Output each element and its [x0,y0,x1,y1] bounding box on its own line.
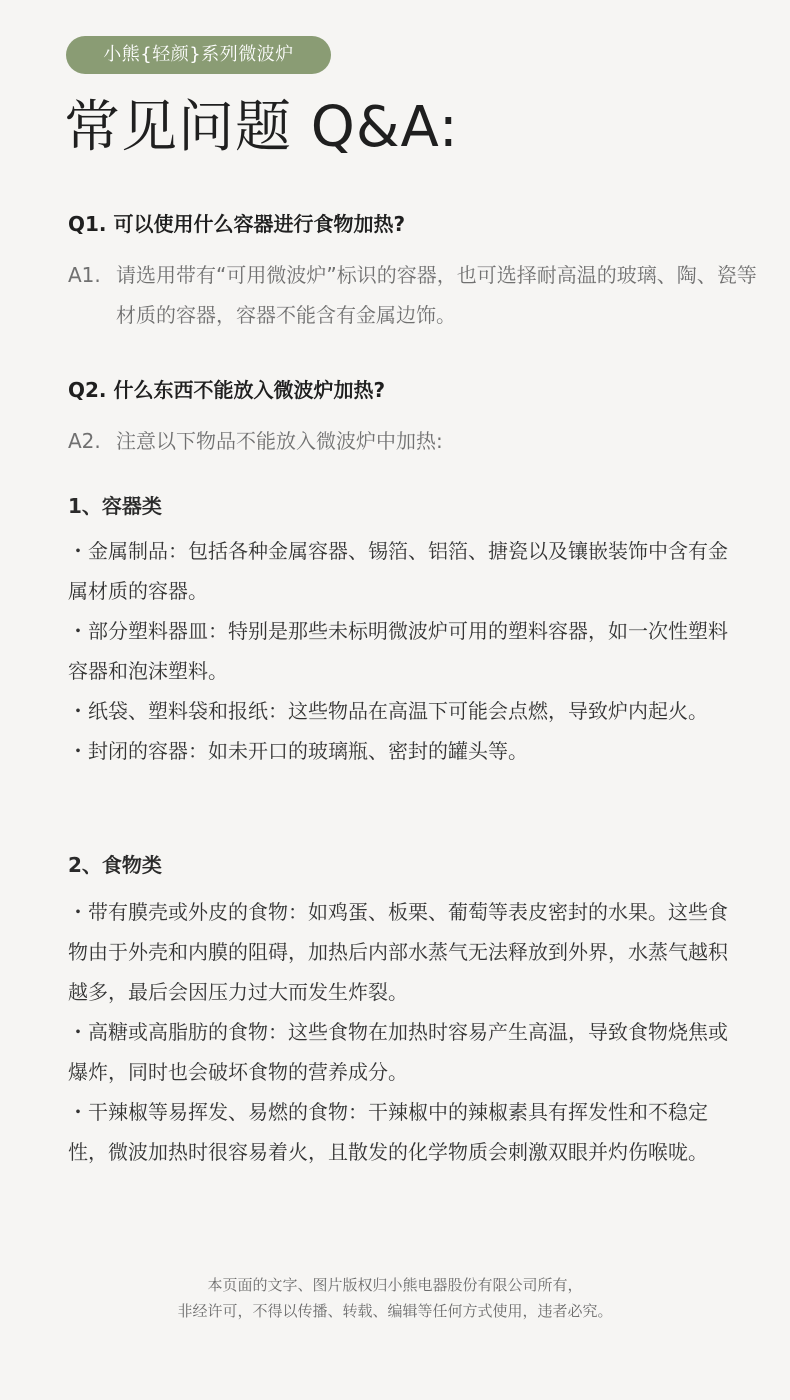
list-item: ・纸袋、塑料袋和报纸：这些物品在高温下可能会点燃，导致炉内起火。 [68,699,708,723]
category-1-heading: 1、容器类 [68,494,162,518]
answer-2-text: 注意以下物品不能放入微波炉中加热: [116,429,443,453]
category-2-list [68,892,728,1172]
list-item: ・封闭的容器：如未开口的玻璃瓶、密封的罐头等。 [68,739,528,763]
category-1-list [68,531,728,771]
answer-1 [68,255,758,335]
list-item: ・带有膜壳或外皮的食物：如鸡蛋、板栗、葡萄等表皮密封的水果。这些食物由于外壳和内膜的阻碍，加热后内部水蒸气无法释放到外界，水蒸气越积越多，最后会因压力过大而发生炸裂。 [68,900,728,1004]
list-item: ・部分塑料器皿：特别是那些未标明微波炉可用的塑料容器，如一次性塑料容器和泡沫塑料。 [68,619,728,683]
series-badge: 小熊{轻颜}系列微波炉 [66,36,331,74]
list-item: ・金属制品：包括各种金属容器、锡箔、铝箔、搪瓷以及镶嵌装饰中含有金属材质的容器。 [68,539,728,603]
answer-1-label: A1. [68,263,101,287]
answer-2 [68,421,758,461]
question-2: Q2. 什么东西不能放入微波炉加热? [68,378,386,402]
list-item: ・干辣椒等易挥发、易燃的食物：干辣椒中的辣椒素具有挥发性和不稳定性，微波加热时很容易着火，且散发的化学物质会刺激双眼并灼伤喉咙。 [68,1100,708,1164]
page-title: 常见问题 Q&A: [64,95,459,160]
list-item: ・高糖或高脂肪的食物：这些食物在加热时容易产生高温，导致食物烧焦或爆炸，同时也会破坏食物的营养成分。 [68,1020,728,1084]
copyright-line-2: 非经许可，不得以传播、转载、编辑等任何方式使用，违者必究。 [177,1302,613,1320]
copyright-line-1: 本页面的文字、图片版权归小熊电器股份有限公司所有， [207,1276,583,1294]
answer-1-text: 请选用带有“可用微波炉”标识的容器，也可选择耐高温的玻璃、陶、瓷等材质的容器，容器不能含有金属边饰。 [116,263,757,327]
category-2-heading: 2、食物类 [68,853,162,877]
answer-2-label: A2. [68,429,101,453]
copyright-footer [0,1272,790,1324]
question-1: Q1. 可以使用什么容器进行食物加热? [68,212,406,236]
